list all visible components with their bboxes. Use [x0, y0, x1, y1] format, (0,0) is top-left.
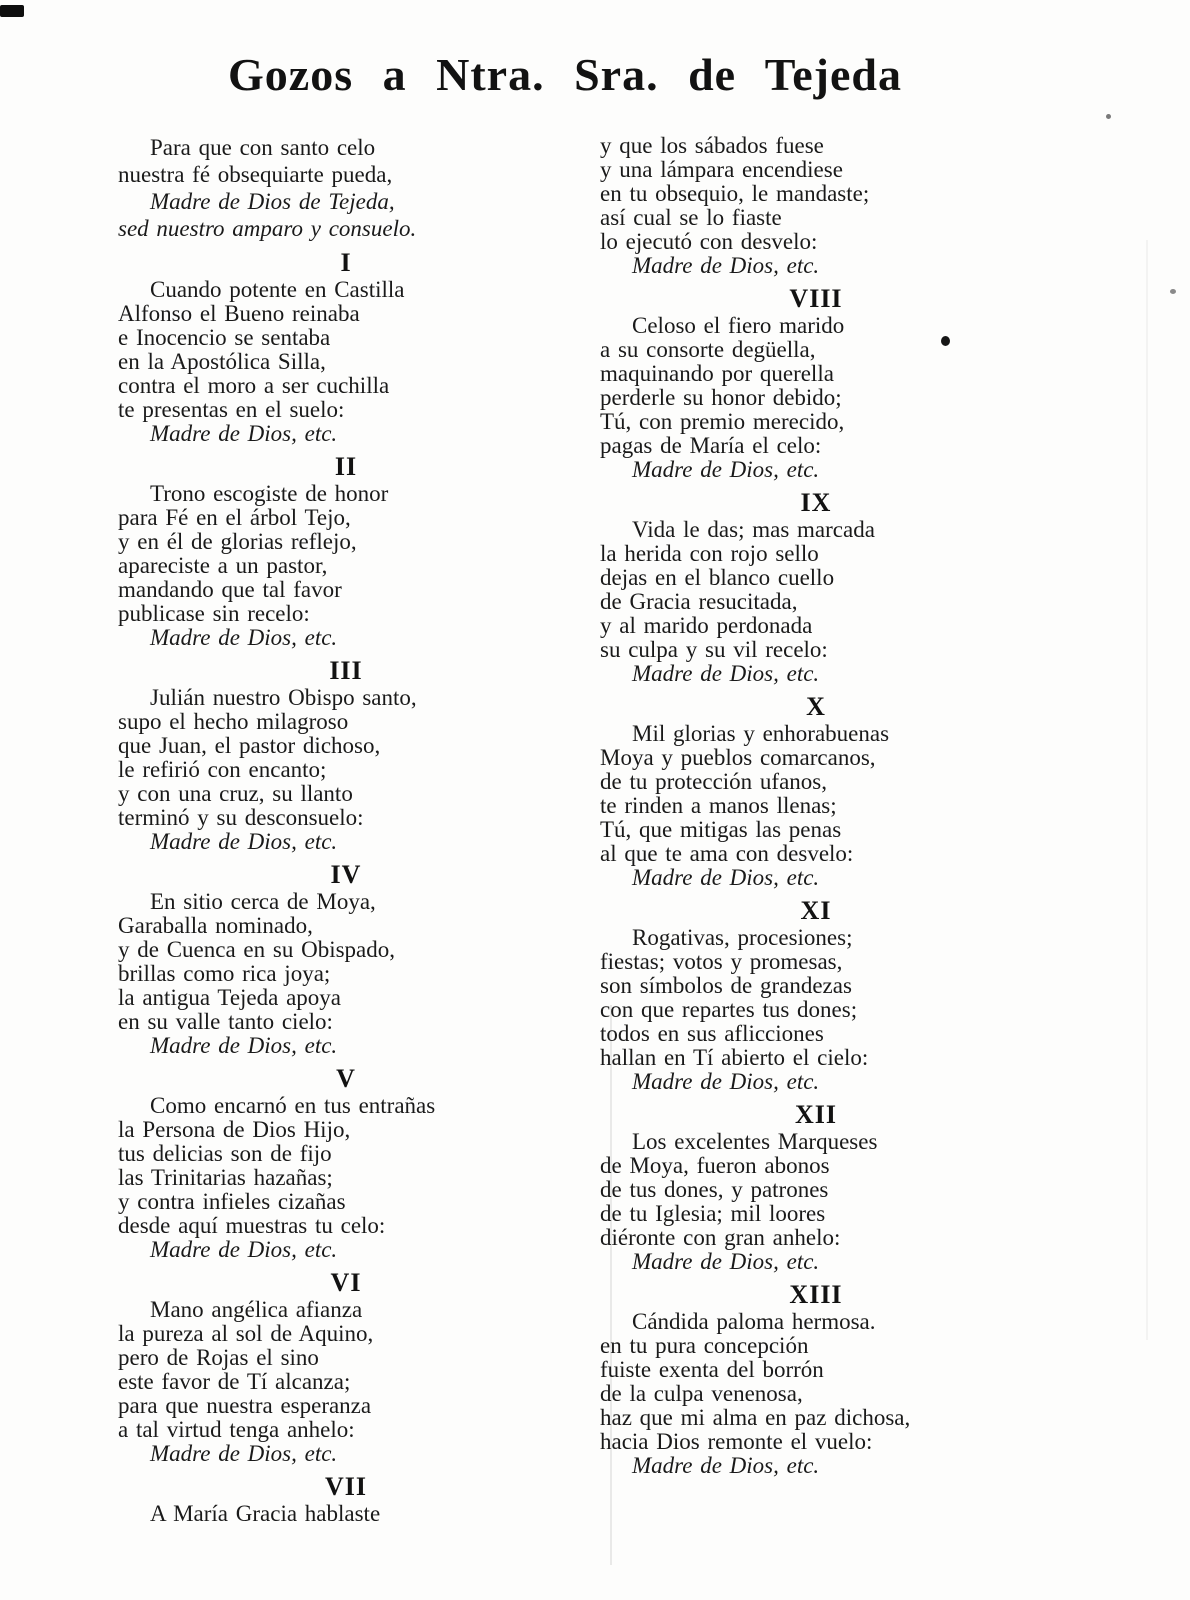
verse-line: Madre de Dios, etc. — [632, 865, 820, 890]
verse-line: Garaballa nominado, — [118, 913, 313, 938]
verse-line: al que te ama con desvelo: — [600, 841, 854, 866]
verse-line: a tal virtud tenga anhelo: — [118, 1417, 355, 1442]
verse-line: que Juan, el pastor dichoso, — [118, 733, 381, 758]
verse-line: y al marido perdonada — [600, 613, 813, 638]
verse-line: Trono escogiste de honor — [150, 481, 389, 506]
verse-line: Mano angélica afianza — [150, 1297, 363, 1322]
verse-line: de tu protección ufanos, — [600, 769, 827, 794]
verse-line: y en él de glorias reflejo, — [118, 529, 357, 554]
verse-line: le refirió con encanto; — [118, 757, 327, 782]
verse-line: Cándida paloma hermosa. — [632, 1309, 876, 1334]
verse-line: en su valle tanto cielo: — [118, 1009, 333, 1034]
verse-line: de tu Iglesia; mil loores — [600, 1201, 826, 1226]
verse-line: A María Gracia hablaste — [150, 1501, 381, 1526]
text-columns — [118, 134, 1032, 1526]
verse-line: Cuando potente en Castilla — [150, 277, 405, 302]
verse-line: Mil glorias y enhorabuenas — [632, 721, 890, 746]
verse-line: pero de Rojas el sino — [118, 1345, 319, 1370]
stanza-numeral: VIII — [789, 284, 843, 313]
verse-line: desde aquí muestras tu celo: — [118, 1213, 386, 1238]
stanza-i — [118, 242, 574, 446]
verse-line: Madre de Dios, etc. — [150, 1237, 338, 1262]
verse-line: y una lámpara encendiese — [600, 157, 843, 182]
stanza-vi — [118, 1262, 574, 1466]
verse-line: para que nuestra esperanza — [118, 1393, 372, 1418]
verse-line: sed nuestro amparo y consuelo. — [118, 216, 417, 241]
scan-speck — [1170, 289, 1176, 294]
verse-line: te presentas en el suelo: — [118, 397, 345, 422]
verse-line: la Persona de Dios Hijo, — [118, 1117, 351, 1142]
stanza-numeral: IX — [800, 488, 832, 517]
verse-line: y con una cruz, su llanto — [118, 781, 353, 806]
column-left — [118, 134, 574, 1526]
stanza-v — [118, 1058, 574, 1262]
verse-line: haz que mi alma en paz dichosa, — [600, 1405, 911, 1430]
verse-line: nuestra fé obsequiarte pueda, — [118, 162, 393, 187]
stanza-continuation — [600, 134, 1032, 278]
verse-line: así cual se lo fiaste — [600, 205, 782, 230]
verse-line: a su consorte degüella, — [600, 337, 816, 362]
column-right — [600, 134, 1032, 1526]
verse-line: Tú, con premio merecido, — [600, 409, 845, 434]
verse-line: Tú, que mitigas las penas — [600, 817, 842, 842]
verse-line: la antigua Tejeda apoya — [118, 985, 342, 1010]
verse-line: la herida con rojo sello — [600, 541, 819, 566]
verse-line: En sitio cerca de Moya, — [150, 889, 376, 914]
verse-line: Madre de Dios, etc. — [632, 1249, 820, 1274]
stanza-iv — [118, 854, 574, 1058]
verse-line: lo ejecutó con desvelo: — [600, 229, 818, 254]
stanza-ix — [600, 482, 1032, 686]
page-title: Gozos a Ntra. Sra. de Tejeda — [228, 49, 902, 100]
verse-line: Madre de Dios, etc. — [150, 421, 338, 446]
stanza-ii — [118, 446, 574, 650]
intro-stanza — [118, 134, 574, 242]
stanza-numeral: VII — [324, 1472, 367, 1501]
verse-line: su culpa y su vil recelo: — [600, 637, 828, 662]
verse-line: y que los sábados fuese — [600, 133, 824, 158]
verse-line: brillas como rica joya; — [118, 961, 331, 986]
scan-fold-line — [1146, 240, 1148, 1340]
verse-line: maquinando por querella — [600, 361, 834, 386]
verse-line: supo el hecho milagroso — [118, 709, 349, 734]
verse-line: las Trinitarias hazañas; — [118, 1165, 333, 1190]
stanza-numeral: V — [336, 1064, 356, 1093]
stanza-iii — [118, 650, 574, 854]
stanza-numeral: IV — [330, 860, 362, 889]
verse-line: perderle su honor debido; — [600, 385, 842, 410]
verse-line: con que repartes tus dones; — [600, 997, 858, 1022]
stanza-xiii — [600, 1274, 1032, 1478]
stanza-numeral: XII — [794, 1100, 837, 1129]
verse-line: Como encarnó en tus entrañas — [150, 1093, 436, 1118]
verse-line: terminó y su desconsuelo: — [118, 805, 364, 830]
verse-line: Madre de Dios, etc. — [632, 1453, 820, 1478]
stanza-vii — [118, 1466, 574, 1526]
verse-line: mandando que tal favor — [118, 577, 342, 602]
stanza-numeral: X — [806, 692, 826, 721]
verse-line: Celoso el fiero marido — [632, 313, 845, 338]
verse-line: de Moya, fueron abonos — [600, 1153, 830, 1178]
stanza-xii — [600, 1094, 1032, 1274]
verse-line: e Inocencio se sentaba — [118, 325, 331, 350]
verse-line: publicase sin recelo: — [118, 601, 310, 626]
verse-line: de la culpa venenosa, — [600, 1381, 803, 1406]
verse-line: Madre de Dios, etc. — [632, 253, 820, 278]
verse-line: hallan en Tí abierto el cielo: — [600, 1045, 869, 1070]
verse-line: de Gracia resucitada, — [600, 589, 798, 614]
verse-line: y de Cuenca en su Obispado, — [118, 937, 395, 962]
verse-line: hacia Dios remonte el vuelo: — [600, 1429, 873, 1454]
stanza-numeral: XIII — [789, 1280, 843, 1309]
stanza-numeral: XI — [800, 896, 832, 925]
verse-line: dejas en el blanco cuello — [600, 565, 835, 590]
verse-line: Alfonso el Bueno reinaba — [118, 301, 360, 326]
verse-line: todos en sus aflicciones — [600, 1021, 824, 1046]
verse-line: son símbolos de grandezas — [600, 973, 852, 998]
verse-line: pagas de María el celo: — [600, 433, 822, 458]
verse-line: tus delicias son de fijo — [118, 1141, 332, 1166]
verse-line: Julián nuestro Obispo santo, — [150, 685, 417, 710]
verse-line: de tus dones, y patrones — [600, 1177, 829, 1202]
verse-line: Madre de Dios, etc. — [150, 829, 338, 854]
verse-line: y contra infieles cizañas — [118, 1189, 346, 1214]
verse-line: Rogativas, procesiones; — [632, 925, 853, 950]
verse-line: en la Apostólica Silla, — [118, 349, 326, 374]
stanza-numeral: II — [334, 452, 358, 481]
verse-line: fuiste exenta del borrón — [600, 1357, 824, 1382]
verse-line: Madre de Dios, etc. — [632, 1069, 820, 1094]
scan-ink-mark-corner — [0, 5, 24, 17]
verse-line: apareciste a un pastor, — [118, 553, 328, 578]
verse-line: Para que con santo celo — [150, 135, 376, 160]
verse-line: este favor de Tí alcanza; — [118, 1369, 351, 1394]
verse-line: Madre de Dios, etc. — [150, 625, 338, 650]
verse-line: Madre de Dios, etc. — [150, 1441, 338, 1466]
verse-line: la pureza al sol de Aquino, — [118, 1321, 374, 1346]
stanza-x — [600, 686, 1032, 890]
verse-line: fiestas; votos y promesas, — [600, 949, 843, 974]
verse-line: Madre de Dios, etc. — [150, 1033, 338, 1058]
verse-line: Los excelentes Marqueses — [632, 1129, 878, 1154]
stanza-numeral: VI — [330, 1268, 362, 1297]
stanza-viii — [600, 278, 1032, 482]
verse-line: Madre de Dios, etc. — [632, 457, 820, 482]
scan-speck — [1106, 114, 1111, 119]
verse-line: Madre de Dios, etc. — [632, 661, 820, 686]
verse-line: contra el moro a ser cuchilla — [118, 373, 390, 398]
stanza-xi — [600, 890, 1032, 1094]
verse-line: para Fé en el árbol Tejo, — [118, 505, 351, 530]
verse-line: te rinden a manos llenas; — [600, 793, 837, 818]
verse-line: Madre de Dios de Tejeda, — [150, 189, 395, 214]
verse-line: en tu pura concepción — [600, 1333, 809, 1358]
stanza-numeral: I — [340, 248, 352, 277]
verse-line: en tu obsequio, le mandaste; — [600, 181, 870, 206]
stanza-numeral: III — [329, 656, 363, 685]
verse-line: diéronte con gran anhelo: — [600, 1225, 841, 1250]
verse-line: Vida le das; mas marcada — [632, 517, 875, 542]
verse-line: Moya y pueblos comarcanos, — [600, 745, 876, 770]
